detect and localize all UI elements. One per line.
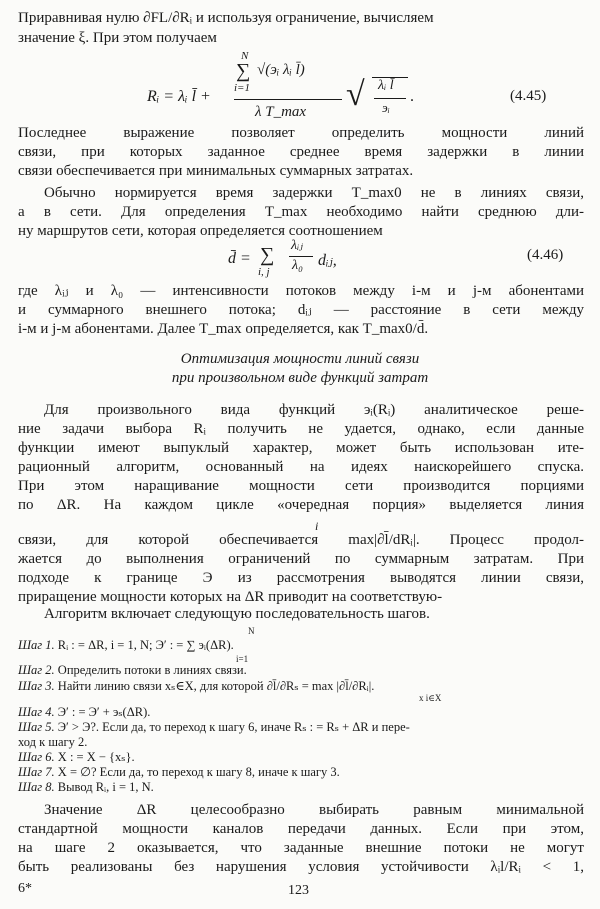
sqrt-fraction-bar xyxy=(374,98,406,99)
equation-lhs: d̄ = xyxy=(228,250,251,267)
algorithm-step xyxy=(18,779,154,795)
step-text: Определить потоки в линиях связи. xyxy=(57,663,247,677)
sum-lower: i=1 xyxy=(236,654,249,664)
text-line: связи, для которой обеспечивается max|∂l̄/dRᵢ|. Процесс продол- xyxy=(18,532,584,548)
text-line: связи обеспечивается при минимальных суммарных затратах. xyxy=(18,163,414,179)
subscript: i xyxy=(315,519,319,533)
text-line: стандартной мощности каналов передачи данных. Если при этом, xyxy=(18,821,584,837)
step-label: Шаг 1. xyxy=(18,638,55,652)
algorithm-step xyxy=(18,637,234,653)
algorithm-step xyxy=(18,678,374,694)
section-heading: при произвольном виде функций затрат xyxy=(171,370,429,386)
equation-denominator: λ T_max xyxy=(255,104,307,120)
step-label: Шаг 2. xyxy=(18,663,55,677)
step-text: X : = X − {xₛ}. xyxy=(57,750,135,764)
equation-lhs: Rᵢ = λᵢ l̄ + xyxy=(147,88,211,105)
text-line: по ΔR. На каждом цикле «очередная порция» выделяется линия xyxy=(18,497,584,513)
equation-numerator: λᵢⱼ xyxy=(291,238,303,253)
text-line: на шаге 2 оказывается, что заданные внешние потоки не могут xyxy=(18,840,584,856)
text-line: жается до выполнения ограничений по суммарным затратам. При xyxy=(18,551,584,567)
text-line: ние задачи выбора Rᵢ получить не удается, однако, если данные xyxy=(18,421,584,437)
step-label: Шаг 6. xyxy=(18,750,55,764)
section-heading: Оптимизация мощности линий связи xyxy=(180,351,420,367)
step-text: X = ∅? Если да, то переход к шагу 8, иначе к шагу 3. xyxy=(57,765,340,779)
text-line: а в сети. Для определения T_max необходимо найти среднюю дли- xyxy=(18,204,584,220)
text-line: и суммарного внешнего потока; dᵢⱼ — расстояние в сети между xyxy=(18,302,584,318)
equation-number: (4.46) xyxy=(527,247,564,263)
step-text: Э′ > Э?. Если да, то переход к шагу 6, иначе Rₛ : = Rₛ + ΔR и пере- xyxy=(57,720,410,734)
text-line: где λᵢⱼ и λ₀ — интенсивности потоков между i-м и j-м абонентами xyxy=(18,283,584,299)
equation-sum-sign: ∑ xyxy=(260,244,275,266)
equation-denominator: λ₀ xyxy=(292,258,303,273)
equation-end: . xyxy=(410,88,414,105)
step-label: Шаг 3. xyxy=(18,679,55,693)
step-text: Э′ : = Э′ + эₛ(ΔR). xyxy=(57,705,151,719)
text-line: приращение мощности которых на ΔR приводит на соответствую- xyxy=(18,589,443,605)
step-label: Шаг 7. xyxy=(18,765,55,779)
sqrt-denominator: эᵢ xyxy=(382,100,390,115)
equation-number: (4.45) xyxy=(510,88,547,104)
algorithm-step xyxy=(18,764,340,780)
text-line: Для произвольного вида функций эᵢ(Rᵢ) аналитическое реше- xyxy=(44,402,584,418)
step-text: Rᵢ : = ΔR, i = 1, N; Э′ : = ∑ эᵢ(ΔR). xyxy=(57,638,234,652)
text-line: рационный алгоритм, основанный на идеях наискорейшего спуска. xyxy=(18,459,584,475)
equation-tail: dᵢⱼ, xyxy=(318,252,337,269)
equation-numerator: √(эᵢ λᵢ l̄) xyxy=(257,62,305,78)
equation-sum-sign: ∑ xyxy=(236,60,251,82)
sum-upper: N xyxy=(248,626,255,636)
equation-sum-upper: N xyxy=(241,50,249,62)
text-line: функции имеют выпуклый характер, может быть использован ите- xyxy=(18,440,584,456)
text-line: быть реализованы без нарушения условия устойчивости λᵢl/Rᵢ < 1, xyxy=(18,859,584,875)
text-line: Приравнивая нулю ∂FL/∂Rᵢ и используя ограничение, вычисляем xyxy=(18,10,434,26)
fraction-bar xyxy=(289,256,313,257)
equation-sum-lower: i, j xyxy=(258,266,270,278)
step-label: Шаг 4. xyxy=(18,705,55,719)
step-text: Найти линию связи xₛ∈X, для которой ∂l̄/∂Rₛ = max |∂l̄/∂Rᵢ|. xyxy=(57,679,375,693)
text-line: значение ξ. При этом получаем xyxy=(18,30,217,46)
step-label: Шаг 8. xyxy=(18,780,55,794)
text-line: Последнее выражение позволяет определить мощности линий xyxy=(18,125,584,141)
text-line: связи, при которых заданное среднее время задержки в линии xyxy=(18,144,584,160)
text-line: При этом наращивание мощности сети производится порциями xyxy=(18,478,584,494)
text-line: Обычно нормируется время задержки T_max0 не в линиях связи, xyxy=(44,185,584,201)
algorithm-step xyxy=(18,662,247,678)
algorithm-step xyxy=(18,704,150,720)
page-number: 123 xyxy=(288,883,309,898)
step-text: Вывод Rᵢ, i = 1, N. xyxy=(57,780,154,794)
text-line: Значение ΔR целесообразно выбирать равным минимальной xyxy=(44,802,584,818)
step-continuation: ход к шагу 2. xyxy=(18,735,88,749)
max-subscript: x i∈X xyxy=(419,693,442,703)
fraction-bar xyxy=(234,99,342,100)
algorithm-step xyxy=(18,749,135,765)
sqrt-numerator: λᵢ l̄ xyxy=(378,78,394,93)
signature-mark: 6* xyxy=(18,881,32,896)
text-line: подходе к границе Э из рассмотрения выводятся линии связи, xyxy=(18,570,584,586)
equation-sum-lower: i=1 xyxy=(234,82,250,94)
step-label: Шаг 5. xyxy=(18,720,55,734)
text-line: Алгоритм включает следующую последовательность шагов. xyxy=(44,606,430,622)
algorithm-step xyxy=(18,719,410,735)
text-line: i-м и j-м абонентами. Далее T_max определяется, как T_max0/d̄. xyxy=(18,321,429,337)
text-line: ну маршрутов сети, которая определяется соотношением xyxy=(18,223,383,239)
sqrt-sign: √ xyxy=(346,76,365,113)
